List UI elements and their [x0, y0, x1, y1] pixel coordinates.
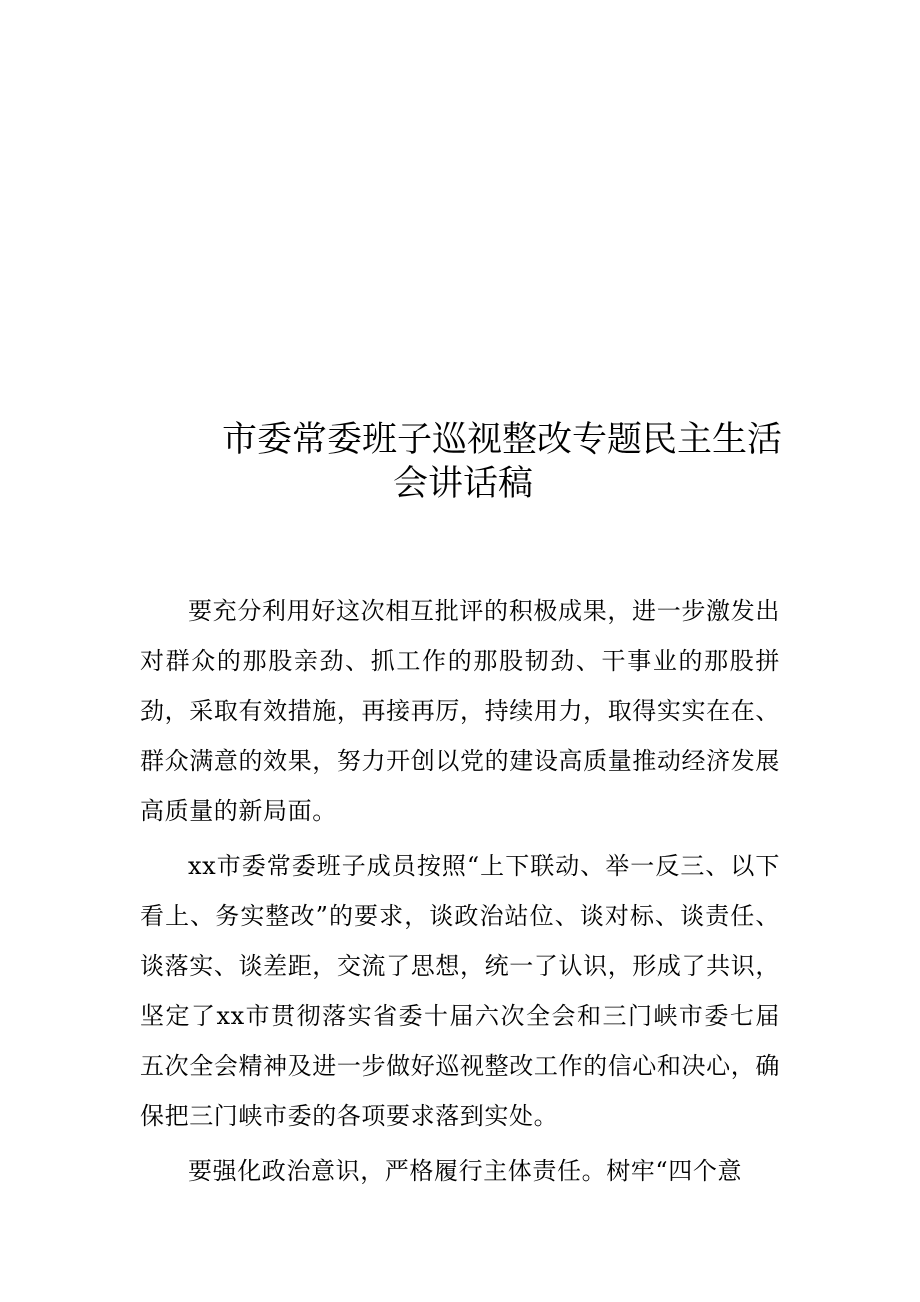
document-body: [140, 586, 780, 1201]
paragraph: 要充分利用好这次相互批评的积极成果，进一步激发出对群众的那股亲劲、抓工作的那股韧劲、干事业的那股拼劲，采取有效措施，再接再厉，持续用力，取得实实在在、群众满意的效果，努力开创以党的建设高质量推动经济发展高质量的新局面。: [140, 597, 780, 825]
paragraph: 要强化政治意识，严格履行主体责任。树牢“四个意: [188, 1157, 743, 1185]
title-line-1: 市委常委班子巡视整改专题民主生活: [222, 420, 783, 460]
title-line-2: 会讲话稿: [393, 464, 534, 504]
document-title: [140, 418, 830, 506]
paragraph: xx市委常委班子成员按照“上下联动、举一反三、以下看上、务实整改”的要求，谈政治站位、谈对标、谈责任、谈落实、谈差距，交流了思想，统一了认识，形成了共识，坚定了xx市贯彻落实省委十届六次全会和三门峡市委七届五次全会精神及进一步做好巡视整改工作的信心和决心，确保把三门峡市委的各项要求落到实处。: [140, 852, 780, 1130]
